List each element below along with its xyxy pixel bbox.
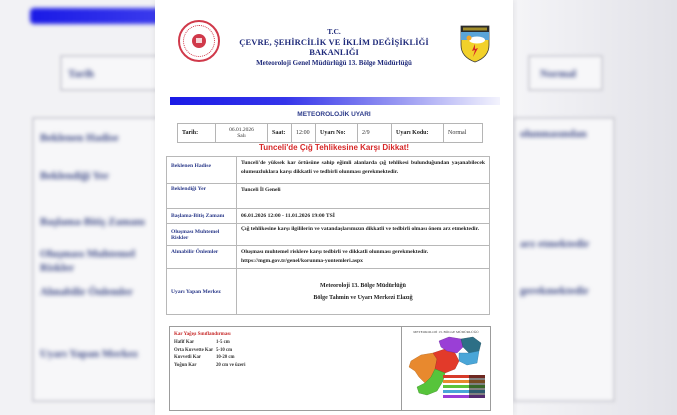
- header-divider-bar: [170, 97, 500, 105]
- snow-class-name: Orta Kuvvette Kar: [174, 347, 214, 353]
- backdrop-text: Beklenen Hadise: [40, 132, 119, 144]
- snow-legend-item: [174, 339, 397, 347]
- meteoroloji-shield-icon: [460, 25, 490, 63]
- snow-class-name: Yoğun Kar: [174, 362, 197, 368]
- ministry-title: [225, 27, 443, 68]
- row-value: [237, 246, 490, 269]
- row-label: Beklenen Hadise: [167, 157, 237, 184]
- document-header: [155, 0, 513, 96]
- backdrop-text: Başlama-Bitiş Zamanı: [40, 216, 145, 228]
- warning-document: [155, 0, 513, 415]
- snow-classification-box: [169, 326, 491, 411]
- backdrop-table-box: [513, 117, 615, 402]
- map-title: METEOROLOJİ 13. BÖLGE MÜDÜRLÜĞÜ: [413, 330, 479, 334]
- backdrop-text: gerekmektedir: [520, 285, 589, 297]
- table-row: [167, 184, 490, 209]
- backdrop-text: Oluşması Muhtemel: [40, 248, 136, 260]
- row-value: 06.01.2026 12:00 - 11.01.2026 19:00 TSİ: [237, 209, 490, 224]
- date-text: 06.01.2026: [229, 127, 254, 133]
- backdrop-text: Beklendiği Yer: [40, 170, 109, 182]
- backdrop-text: Uyarı Yapan Merkez: [40, 348, 138, 360]
- snow-legend: [170, 327, 402, 410]
- time-value: 12:00: [292, 124, 316, 143]
- date-label: Tarih:: [178, 124, 216, 143]
- snow-legend-title: Kar Yağışı Sınıflandırması: [174, 332, 231, 337]
- snow-class-range: 20 cm ve üzeri: [216, 362, 246, 368]
- row-value: [237, 269, 490, 315]
- warning-code-label: Uyarı Kodu:: [392, 124, 444, 143]
- ministry-emblem-icon: [178, 20, 220, 62]
- backdrop-text: Normal: [540, 68, 577, 80]
- row-label: Beklendiği Yer: [167, 184, 237, 209]
- warning-title: METEOROLOJİK UYARI: [297, 111, 371, 118]
- backdrop-text: Alınabilir Önlemler: [40, 286, 133, 298]
- warning-number-value: 2/9: [358, 124, 392, 143]
- title-line-tc: T.C.: [327, 27, 341, 36]
- precautions-text: Oluşması muhtemel risklere karşı tedbirli ve dikkatli olunması gerekmektedir.: [241, 249, 429, 255]
- warning-number-label: Uyarı No:: [316, 124, 358, 143]
- backdrop-text: Riskler: [40, 262, 75, 274]
- table-row: [167, 209, 490, 224]
- title-line-directorate: Meteoroloji Genel Müdürlüğü 13. Bölge Müdürlüğü: [256, 59, 412, 67]
- warning-code-value: Normal: [444, 124, 483, 143]
- center-subname: Bölge Tahmin ve Uyarı Merkezi Elazığ: [313, 294, 413, 301]
- table-row: [167, 224, 490, 246]
- backdrop-text: Tarih: [68, 68, 94, 80]
- day-text: Salı: [237, 133, 246, 139]
- time-label: Saat:: [268, 124, 292, 143]
- row-label: Uyarı Yapan Merkez: [167, 269, 237, 315]
- region-map-graphic: [405, 335, 489, 407]
- row-label: Oluşması Muhtemel Riskler: [167, 224, 237, 246]
- warning-details-table: [166, 156, 490, 315]
- table-row: [167, 246, 490, 269]
- title-line-bakanlik: BAKANLIĞI: [309, 47, 359, 57]
- row-label: Alınabilir Önlemler: [167, 246, 237, 269]
- table-row: [167, 157, 490, 184]
- region-map: [402, 327, 490, 410]
- table-row: [167, 269, 490, 315]
- snow-legend-item: [174, 362, 397, 370]
- warning-headline: Tunceli'de Çığ Tehlikesine Karşı Dikkat!: [258, 143, 410, 152]
- backdrop-text: olunmasından: [520, 128, 587, 140]
- snow-legend-item: [174, 347, 397, 355]
- row-label: Başlama-Bitiş Zamanı: [167, 209, 237, 224]
- warning-info-table: [177, 123, 483, 143]
- center-name: Meteoroloji 13. Bölge Müdürlüğü: [320, 282, 406, 289]
- row-value: Tunceli İl Geneli: [237, 184, 490, 209]
- snow-class-range: 1-5 cm: [216, 340, 230, 345]
- snow-class-range: 5-10 cm: [216, 347, 233, 353]
- row-value: Çığ tehlikesine karşı ilgililerin ve vatandaşlarımızın dikkatli ve tedbirli olması önem arz etmektedir.: [237, 224, 490, 246]
- row-value: Tunceli'de yüksek kar örtüsüne sahip eğimli alanlarda çığ tehlikesi bulunduğundan yaşanabilecek olumsuzluklara karşı dikkatli ve tedbirli olunması gerekmektedir.: [237, 157, 490, 184]
- snow-class-name: Hafif Kar: [174, 340, 195, 345]
- snow-legend-item: [174, 354, 397, 362]
- snow-class-name: Kuvvetli Kar: [174, 355, 202, 360]
- snow-class-range: 10-20 cm: [216, 355, 235, 360]
- title-line-ministry: ÇEVRE, ŞEHİRCİLİK VE İKLİM DEĞİŞİKLİĞİ: [239, 37, 429, 47]
- backdrop-text: arz etmektedir: [520, 238, 590, 250]
- precautions-link[interactable]: https://mgm.gov.tr/genel/korunma-yontemleri.aspx: [241, 258, 363, 264]
- date-value: [216, 124, 268, 143]
